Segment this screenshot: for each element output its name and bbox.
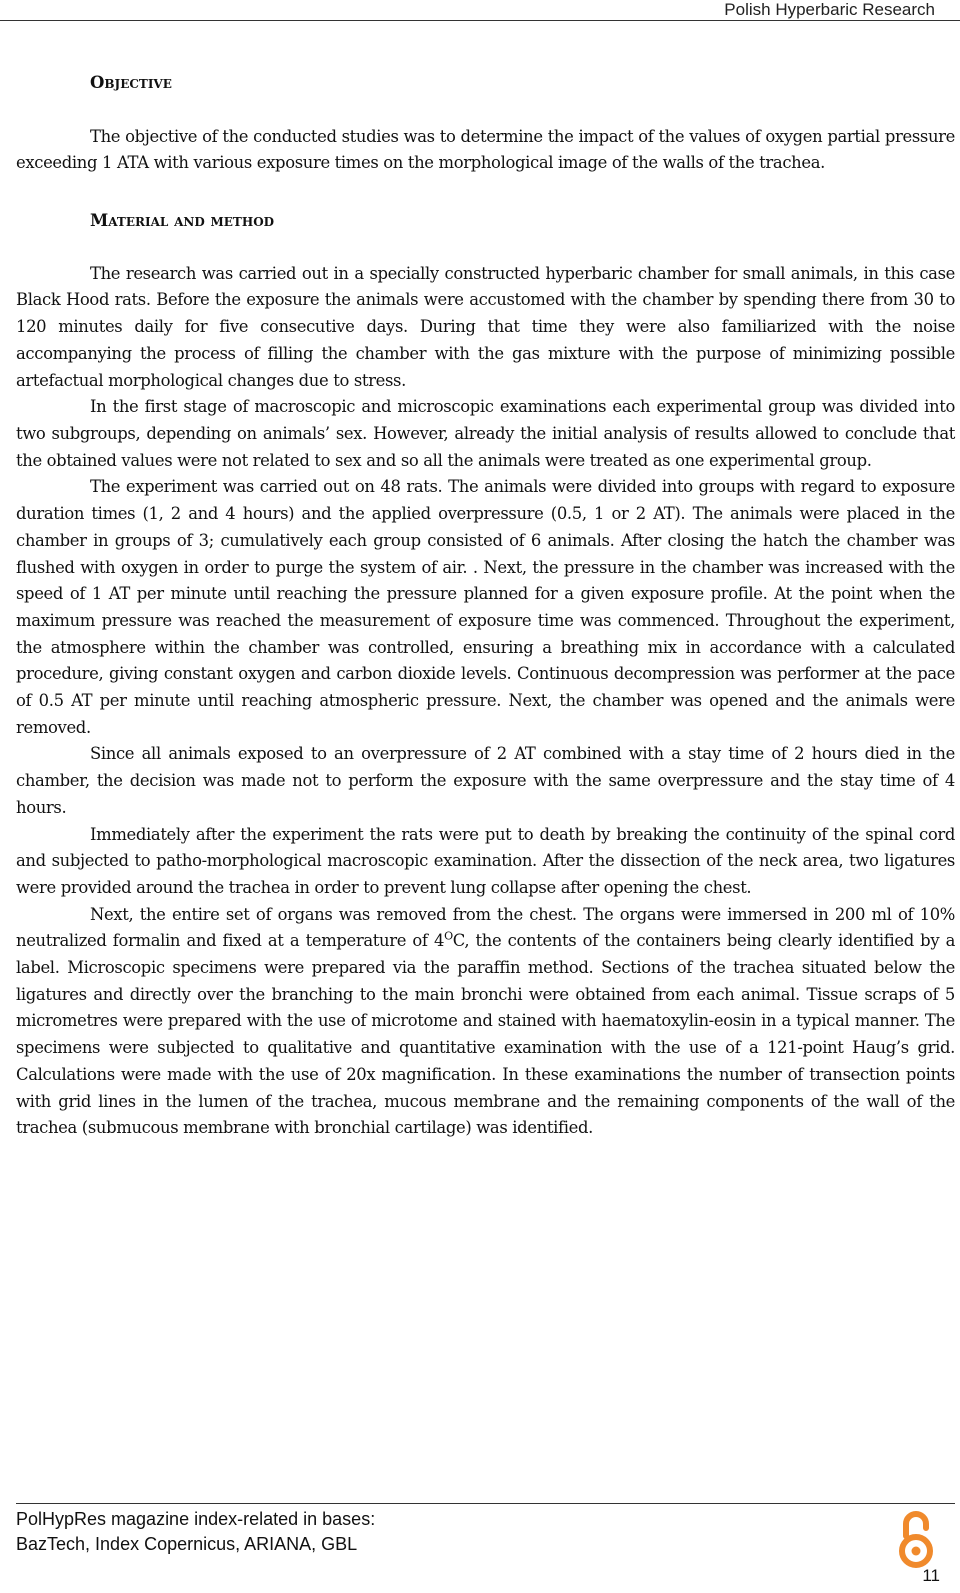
footer-divider [16, 1503, 955, 1504]
page-number: 11 [922, 1566, 940, 1585]
paragraph-method-3: The experiment was carried out on 48 rats. The animals were divided into groups with regard to exposure duration times (1, 2 and 4 hours) and the applied overpressure (0.5, 1 or 2 AT). The animals were placed in the chamber in groups of 3; cumulatively each group consisted of 6 animals. After closing the hatch the chamber was flushed with oxygen in order to purge the system of air. . Next, the pressure in the chamber was increased with the speed of 1 AT per minute until reaching the pressure planned for a given exposure profile. At the point when the maximum pressure was reached the measurement of exposure time was commenced. Throughout the experiment, the atmosphere within the chamber was controlled, ensuring a breathing mix in accordance with a calculated procedure, giving constant oxygen and carbon dioxide levels. Continuous decompression was performer at the pace of 0.5 AT per minute until reaching atmospheric pressure. Next, the chamber was opened and the animals were removed. [16, 477, 955, 737]
paragraph-method-5: Immediately after the experiment the rats were put to death by breaking the continuity of the spinal cord and subjected to patho-morphological macroscopic examination. After the dissection of the neck area, two ligatures were provided around the trachea in order to prevent lung collapse after opening the chest. [16, 824, 955, 897]
open-access-icon [896, 1510, 936, 1570]
journal-title: Polish Hyperbaric Research [724, 0, 935, 19]
paragraph-6-text-end: C, the contents of the containers being clearly identified by a label. Microscopic specimens were prepared via the paraffin method. Sections of the trachea situated below the ligatures and directly over the branching to the main bronchi were obtained from each animal. Tissue scraps of 5 micrometres were prepared with the use of microtome and stained with haematoxylin-eosin in a typical manner. The specimens were subjected to qualitative and quantitative examination with the use of a 121-point Haug’s grid. Calculations were made with the use of 20x magnification. In these examinations the number of transection points with grid lines in the lumen of the trachea, mucous membrane and the remaining components of the wall of the trachea (submucous membrane with bronchial cartilage) was identified. [16, 931, 955, 1138]
paragraph-method-6 [16, 902, 955, 1142]
paragraph-method-2: In the first stage of macroscopic and microscopic examinations each experimental group was divided into two subgroups, depending on animals’ sex. However, already the initial analysis of results allowed to conclude that the obtained values were not related to sex and so all the animals were treated as one experimental group. [16, 397, 955, 470]
article-body [16, 70, 955, 1142]
paragraph-method-4: Since all animals exposed to an overpressure of 2 AT combined with a stay time of 2 hours died in the chamber, the decision was made not to perform the exposure with the same overpressure and the stay time of 4 hours. [16, 744, 955, 817]
footer-index-info [16, 1507, 375, 1557]
footer-line-1: PolHypRes magazine index-related in bases: [16, 1509, 376, 1529]
paragraph-method-1: The research was carried out in a specially constructed hyperbaric chamber for small animals, in this case Black Hood rats. Before the exposure the animals were accustomed with the chamber by spending there from 30 to 120 minutes daily for five consecutive days. During that time they were also familiarized with the noise accompanying the process of filling the chamber with the gas mixture with the purpose of minimizing possible artefactual morphological changes due to stress. [16, 263, 955, 390]
degree-superscript: O [444, 929, 453, 943]
paragraph-objective: The objective of the conducted studies was to determine the impact of the values of oxygen partial pressure exceeding 1 ATA with various exposure times on the morphological image of the walls of the trachea. [16, 126, 955, 173]
paragraph-6-text-start: Next, the entire set of organs was removed from the chest. The organs were immersed in 200 ml of 10% neutralized formalin and fixed at a temperature of 4 [16, 904, 955, 951]
footer-line-2: BazTech, Index Copernicus, ARIANA, GBL [16, 1534, 358, 1554]
section-heading-method: Material and method [90, 211, 275, 231]
page-header [0, 0, 960, 21]
section-heading-objective: Objective [90, 73, 172, 92]
